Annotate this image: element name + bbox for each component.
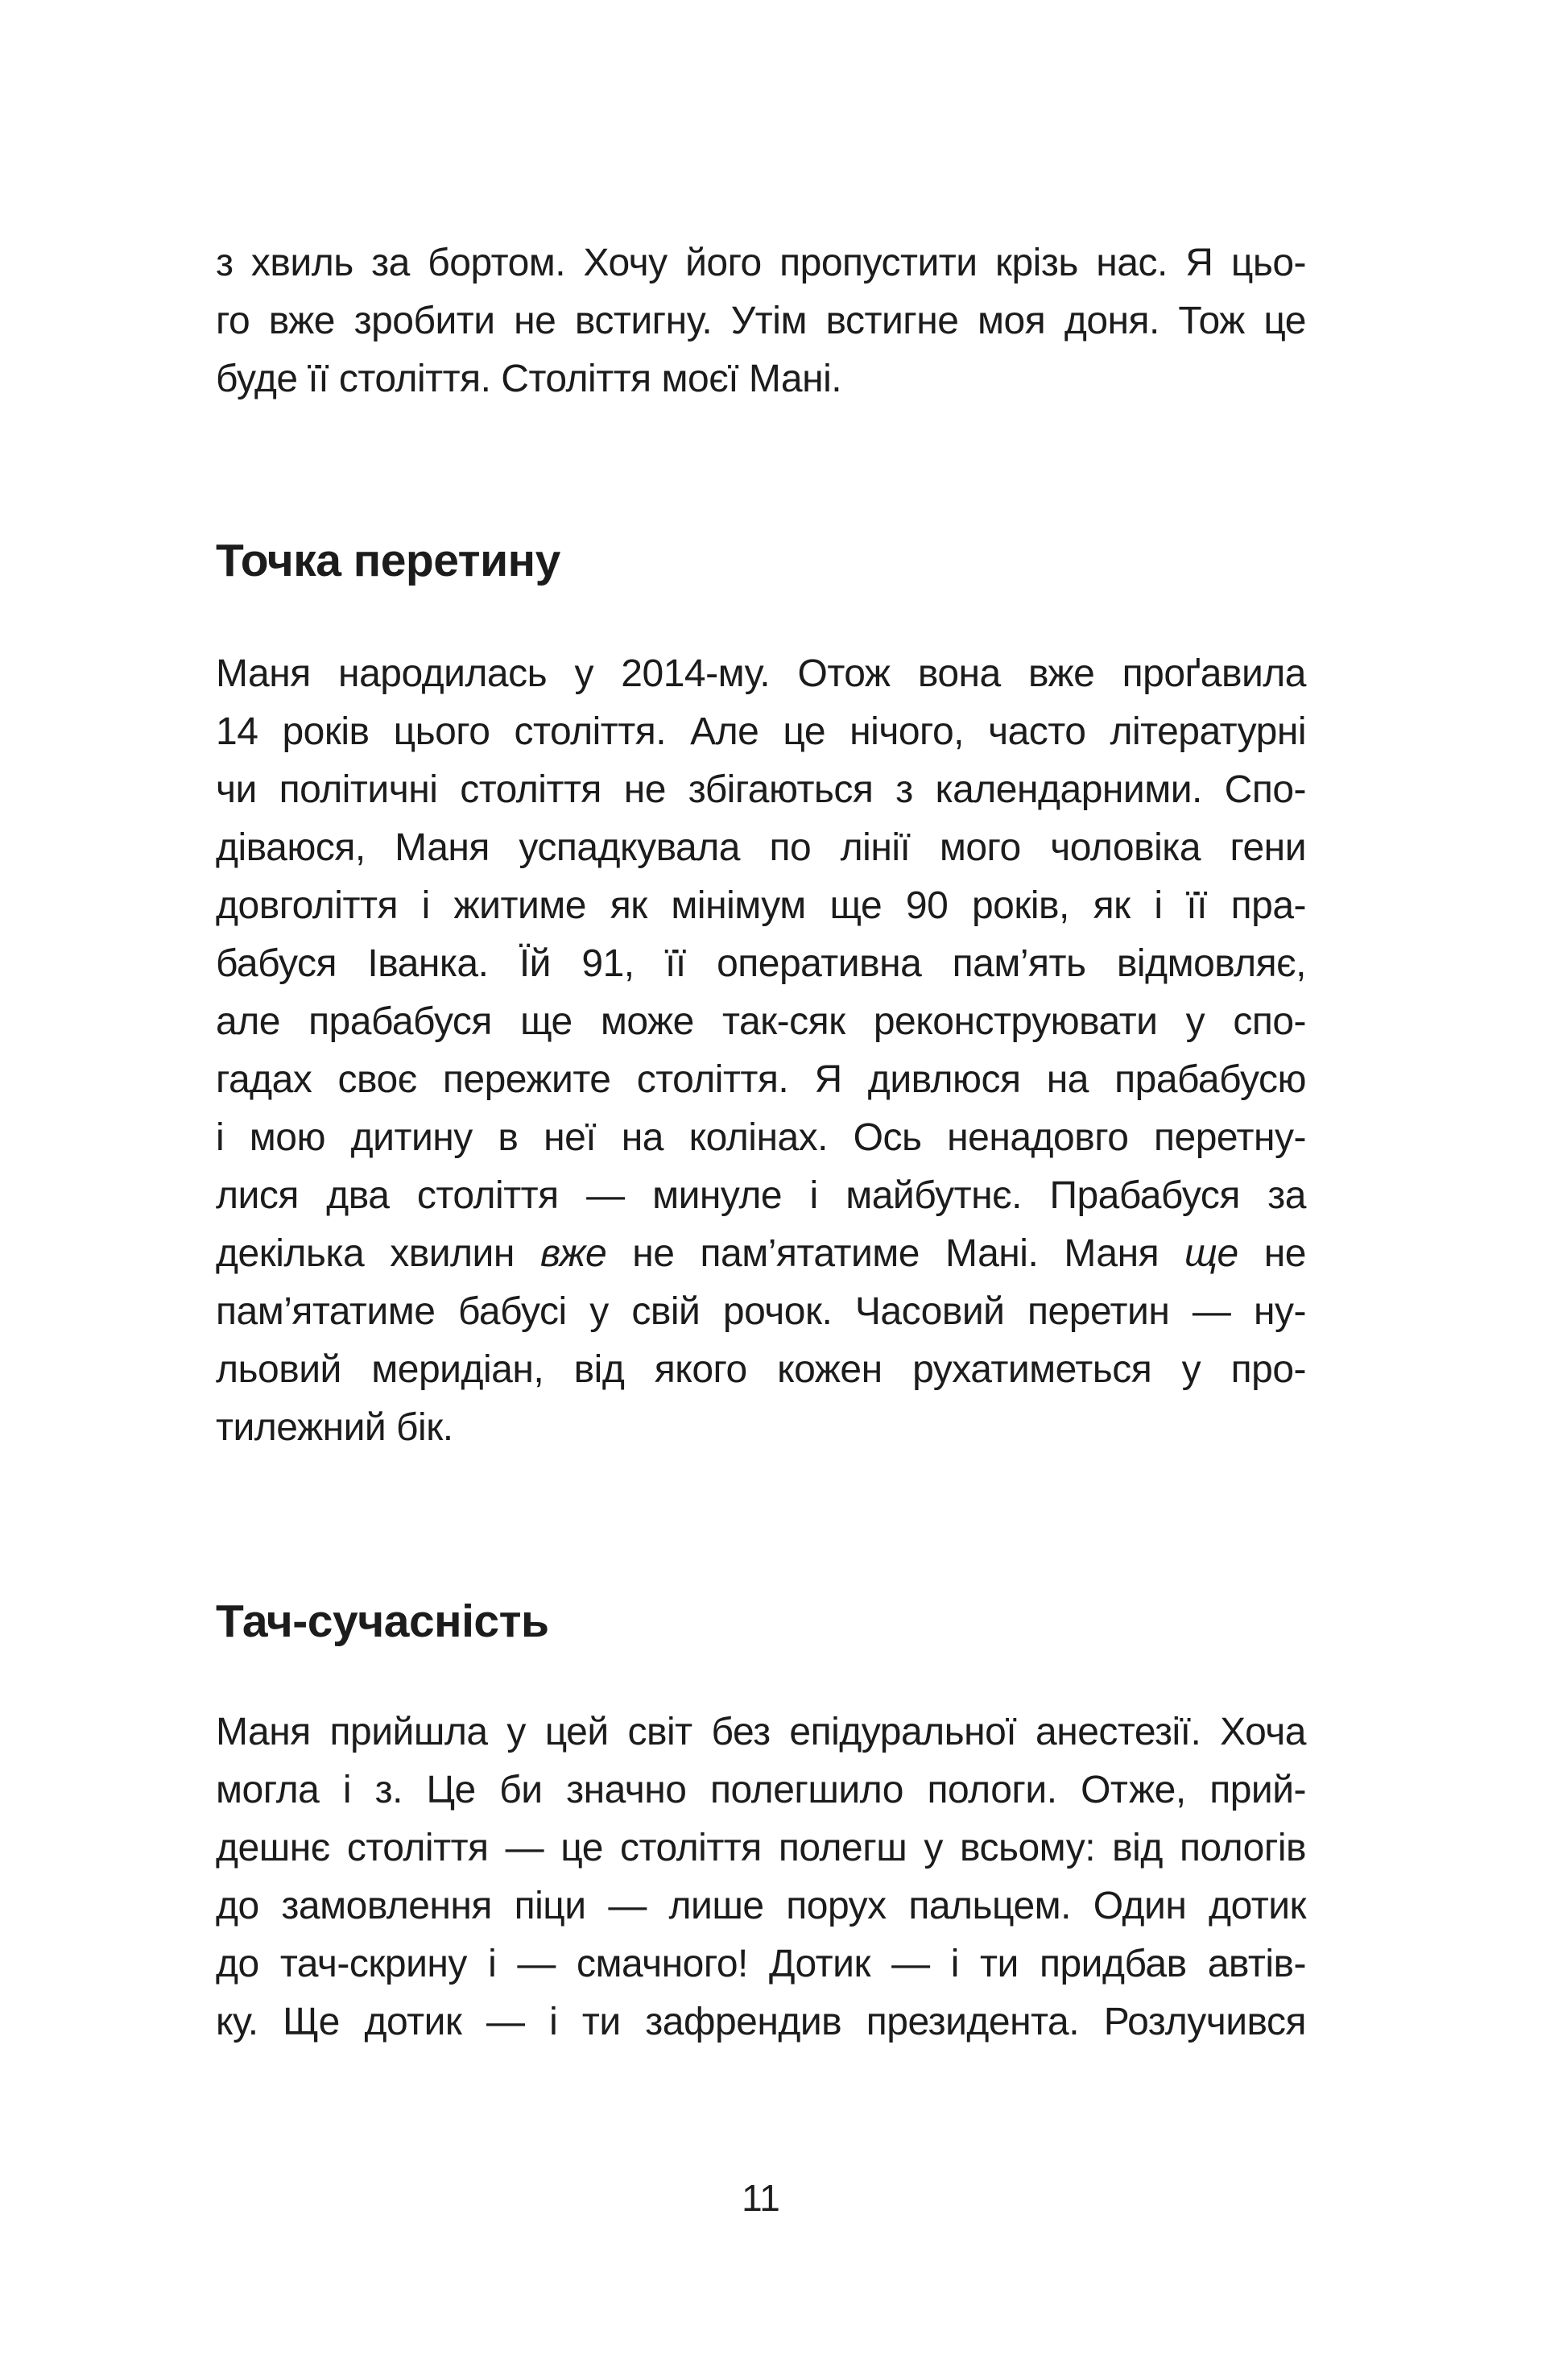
text-line: до тач-скрину і — смачного! Дотик — і ти придбав автів- <box>216 1943 1306 1985</box>
text-line: і мою дитину в неї на колінах. Ось ненадовго перетну- <box>216 1116 1306 1159</box>
paragraph <box>216 645 1306 1457</box>
text-line: Маня прийшла у цей світ без епідуральної анестезії. Хоча <box>216 1711 1306 1753</box>
text-line: льовий меридіан, від якого кожен рухатиметься у про- <box>216 1348 1306 1391</box>
paragraph <box>216 1703 1306 2051</box>
page-number: 11 <box>742 2177 780 2219</box>
text-line: буде її століття. Століття моєї Мані. <box>216 358 842 400</box>
text-line: тилежний бік. <box>216 1406 453 1449</box>
section-heading: Точка перетину <box>216 535 560 586</box>
section-heading: Тач-сучасність <box>216 1596 549 1647</box>
text-line: Маня народилась у 2014-му. Отож вона вже проґавила <box>216 652 1306 695</box>
text-line: але прабабуся ще може так-сяк реконструювати у спо- <box>216 1000 1306 1043</box>
text-line: чи політичні століття не збігаються з календарними. Спо- <box>216 768 1306 811</box>
text-line: довголіття і житиме як мінімум ще 90 років, як і її пра- <box>216 884 1306 927</box>
text-line: декілька хвилин вже не пам’ятатиме Мані. Маня ще не <box>216 1232 1307 1275</box>
text-line: дешнє століття — це століття полегш у всьому: від пологів <box>216 1827 1306 1869</box>
text-line: з хвиль за бортом. Хочу його пропустити крізь нас. Я цьо- <box>216 242 1306 284</box>
text-line: могла і з. Це би значно полегшило пологи. Отже, прий- <box>216 1769 1306 1811</box>
text-line: го вже зробити не встигну. Утім встигне моя доня. Тож це <box>216 300 1306 342</box>
text-line: ку. Ще дотик — і ти зафрендив президента. Розлучився <box>216 2001 1306 2043</box>
italic-text: ще <box>1184 1232 1238 1275</box>
text-line: лися два століття — минуле і майбутнє. Прабабуся за <box>216 1174 1306 1217</box>
text-line: до замовлення піци — лише порух пальцем. Один дотик <box>216 1885 1306 1927</box>
text-line: 14 років цього століття. Але це нічого, часто літературні <box>216 710 1306 753</box>
text-line: бабуся Іванка. Їй 91, її оперативна пам’ять відмовляє, <box>216 942 1306 985</box>
italic-text: вже <box>539 1232 607 1275</box>
paragraph <box>216 234 1306 408</box>
page-content <box>216 0 1306 2222</box>
text-line: пам’ятатиме бабусі у свій рочок. Часовий перетин — ну- <box>216 1290 1306 1333</box>
text-line: гадах своє пережите століття. Я дивлюся на прабабусю <box>216 1058 1306 1101</box>
text-line: діваюся, Маня успадкувала по лінії мого чоловіка гени <box>216 826 1306 869</box>
